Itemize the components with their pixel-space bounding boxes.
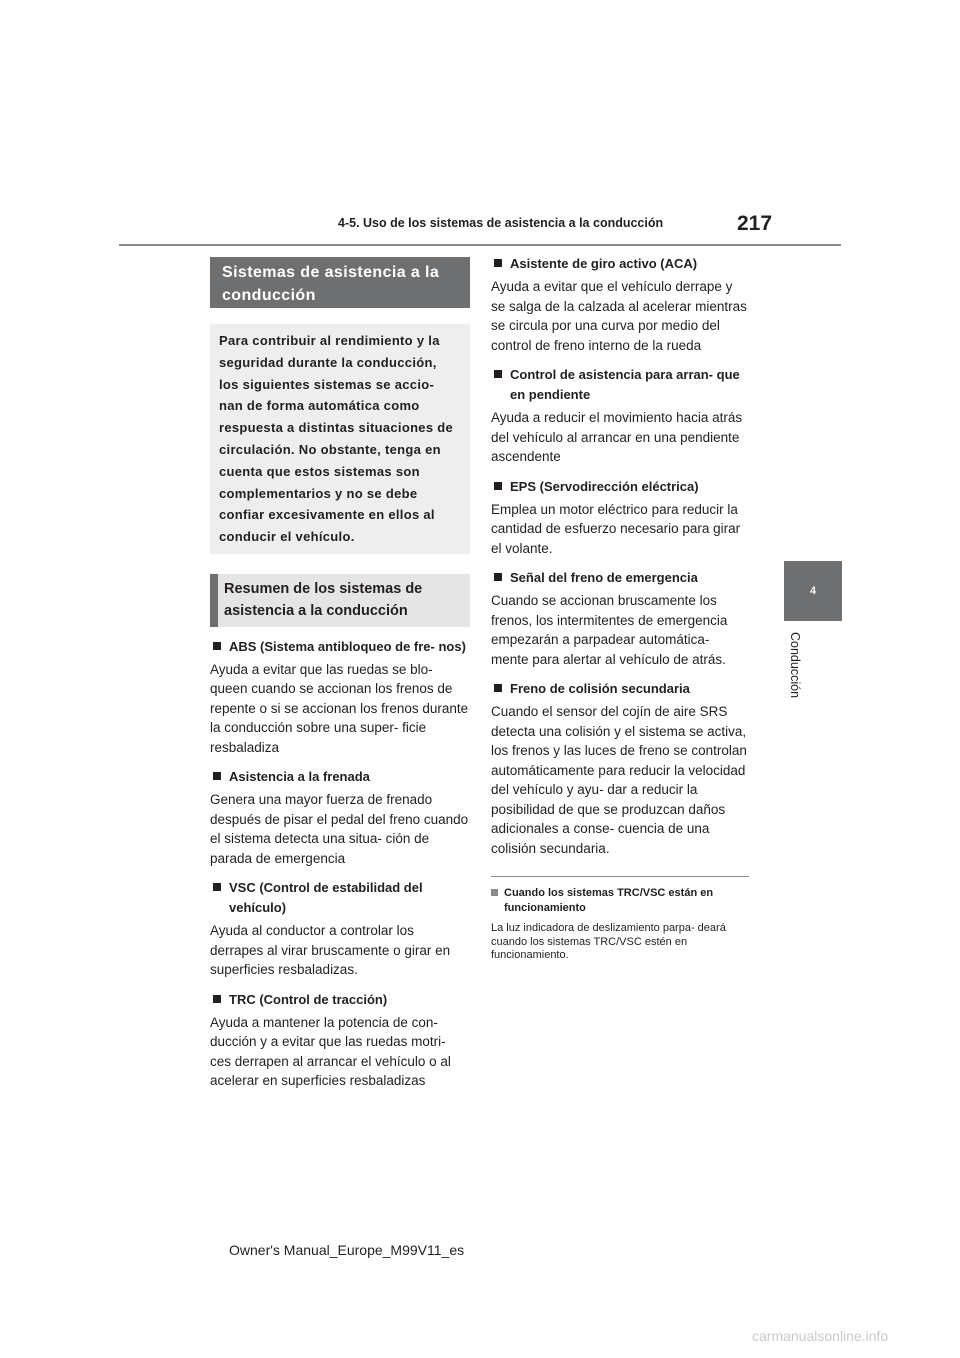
item-title-text: Control de asistencia para arran- que en pendiente <box>510 367 740 402</box>
item-title <box>210 767 470 787</box>
main-heading: Sistemas de asistencia a la conducción <box>210 257 470 308</box>
bullet-square-icon <box>494 482 502 490</box>
item-title-text: Señal del freno de emergencia <box>510 570 698 585</box>
list-item <box>210 990 470 1091</box>
bullet-square-icon <box>213 642 221 650</box>
bullet-square-icon <box>494 573 502 581</box>
item-body: Ayuda a reducir el movimiento hacia atrás del vehículo al arrancar en una pendiente ascendente <box>491 410 743 464</box>
item-title-text: Asistente de giro activo (ACA) <box>510 256 698 271</box>
list-item <box>491 477 749 559</box>
note-divider <box>491 876 749 877</box>
note-title <box>491 886 749 916</box>
item-title-text: Freno de colisión secundaria <box>510 681 690 696</box>
bullet-square-icon <box>213 883 221 891</box>
note-body: La luz indicadora de deslizamiento parpa- deará cuando los sistemas TRC/VSC estén en funcionamiento. <box>491 922 726 961</box>
chapter-tab-number: 4 <box>784 561 842 621</box>
page-number: 217 <box>737 212 773 235</box>
running-header-title: 4-5. Uso de los sistemas de asistencia a la conducción <box>338 216 664 230</box>
list-item <box>210 637 470 758</box>
item-title <box>491 477 749 497</box>
item-title <box>491 568 749 588</box>
list-item <box>491 568 749 669</box>
item-body: Cuando se accionan bruscamente los frenos, los intermitentes de emergencia empezarán a parpadear automática- mente para alertar al vehículo de atrás. <box>491 593 728 667</box>
bullet-square-icon <box>494 684 502 692</box>
list-item <box>491 254 749 355</box>
list-item <box>210 878 470 980</box>
bullet-square-icon <box>494 259 502 267</box>
left-column <box>210 257 470 1091</box>
right-column <box>491 254 749 963</box>
bullet-square-icon <box>213 772 221 780</box>
item-title <box>210 878 470 918</box>
item-body: Ayuda a mantener la potencia de con- ducción y a evitar que las ruedas motri- ces derrapen al arrancar el vehículo o al acelerar en superficies resbaladizas <box>210 1014 451 1089</box>
list-item <box>210 767 470 868</box>
note-title-text: Cuando los sistemas TRC/VSC están en funcionamiento <box>504 887 714 914</box>
item-title <box>491 365 749 405</box>
list-item <box>491 679 749 858</box>
item-body: Genera una mayor fuerza de frenado después de pisar el pedal del freno cuando el sistema detecta una situa- ción de parada de emergencia <box>210 792 469 866</box>
item-title-text: ABS (Sistema antibloqueo de fre- nos) <box>229 638 466 654</box>
header-divider <box>119 244 841 246</box>
bullet-square-icon <box>494 370 502 378</box>
item-title <box>210 637 470 657</box>
item-title-text: VSC (Control de estabilidad del vehículo) <box>229 880 423 916</box>
item-body: Cuando el sensor del cojín de aire SRS detecta una colisión y el sistema se activa, los frenos y las luces de freno se controlan automáticamente para reducir la velocidad del vehículo y ayu- dar a reducir la posibilidad de que se produzcan daños adicionales a conse- cuencia de una colisión secundaria. <box>491 704 747 856</box>
note-square-icon <box>491 889 498 896</box>
item-title <box>210 990 470 1010</box>
list-item <box>491 365 749 467</box>
item-title-text: TRC (Control de tracción) <box>229 991 388 1007</box>
chapter-tab-label: Conducción <box>788 632 802 699</box>
item-title-text: EPS (Servodirección eléctrica) <box>510 478 699 494</box>
item-title <box>491 254 749 274</box>
item-title-text: Asistencia a la frenada <box>229 769 370 785</box>
bullet-square-icon <box>213 995 221 1003</box>
footer-text: Owner's Manual_Europe_M99V11_es <box>229 1242 465 1258</box>
watermark: carmanualsonline.info <box>752 1328 889 1344</box>
item-body: Ayuda al conductor a controlar los derrapes al virar bruscamente o girar en superficies resbaladizas. <box>210 923 451 978</box>
item-title <box>491 679 749 699</box>
intro-box: Para contribuir al rendimiento y la seguridad durante la conducción, los siguientes sistemas se accio- nan de forma automática como respuesta a distintas situaciones de circulación. No obstante, tenga en cuenta que estos sistemas son complementarios y no se debe confiar excesivamente en ellos al conducir el vehículo. <box>210 324 470 554</box>
item-body: Ayuda a evitar que el vehículo derrape y se salga de la calzada al acelerar mientras se circula por una curva por medio del control de freno interno de la rueda <box>491 279 747 353</box>
item-body: Ayuda a evitar que las ruedas se blo- queen cuando se accionan los frenos de repente o si se accionan los frenos durante la conducción sobre una super- ficie resbaladiza <box>210 661 469 755</box>
section-heading: Resumen de los sistemas de asistencia a la conducción <box>210 574 470 627</box>
item-body: Emplea un motor eléctrico para reducir la cantidad de esfuerzo necesario para girar el volante. <box>491 501 741 556</box>
